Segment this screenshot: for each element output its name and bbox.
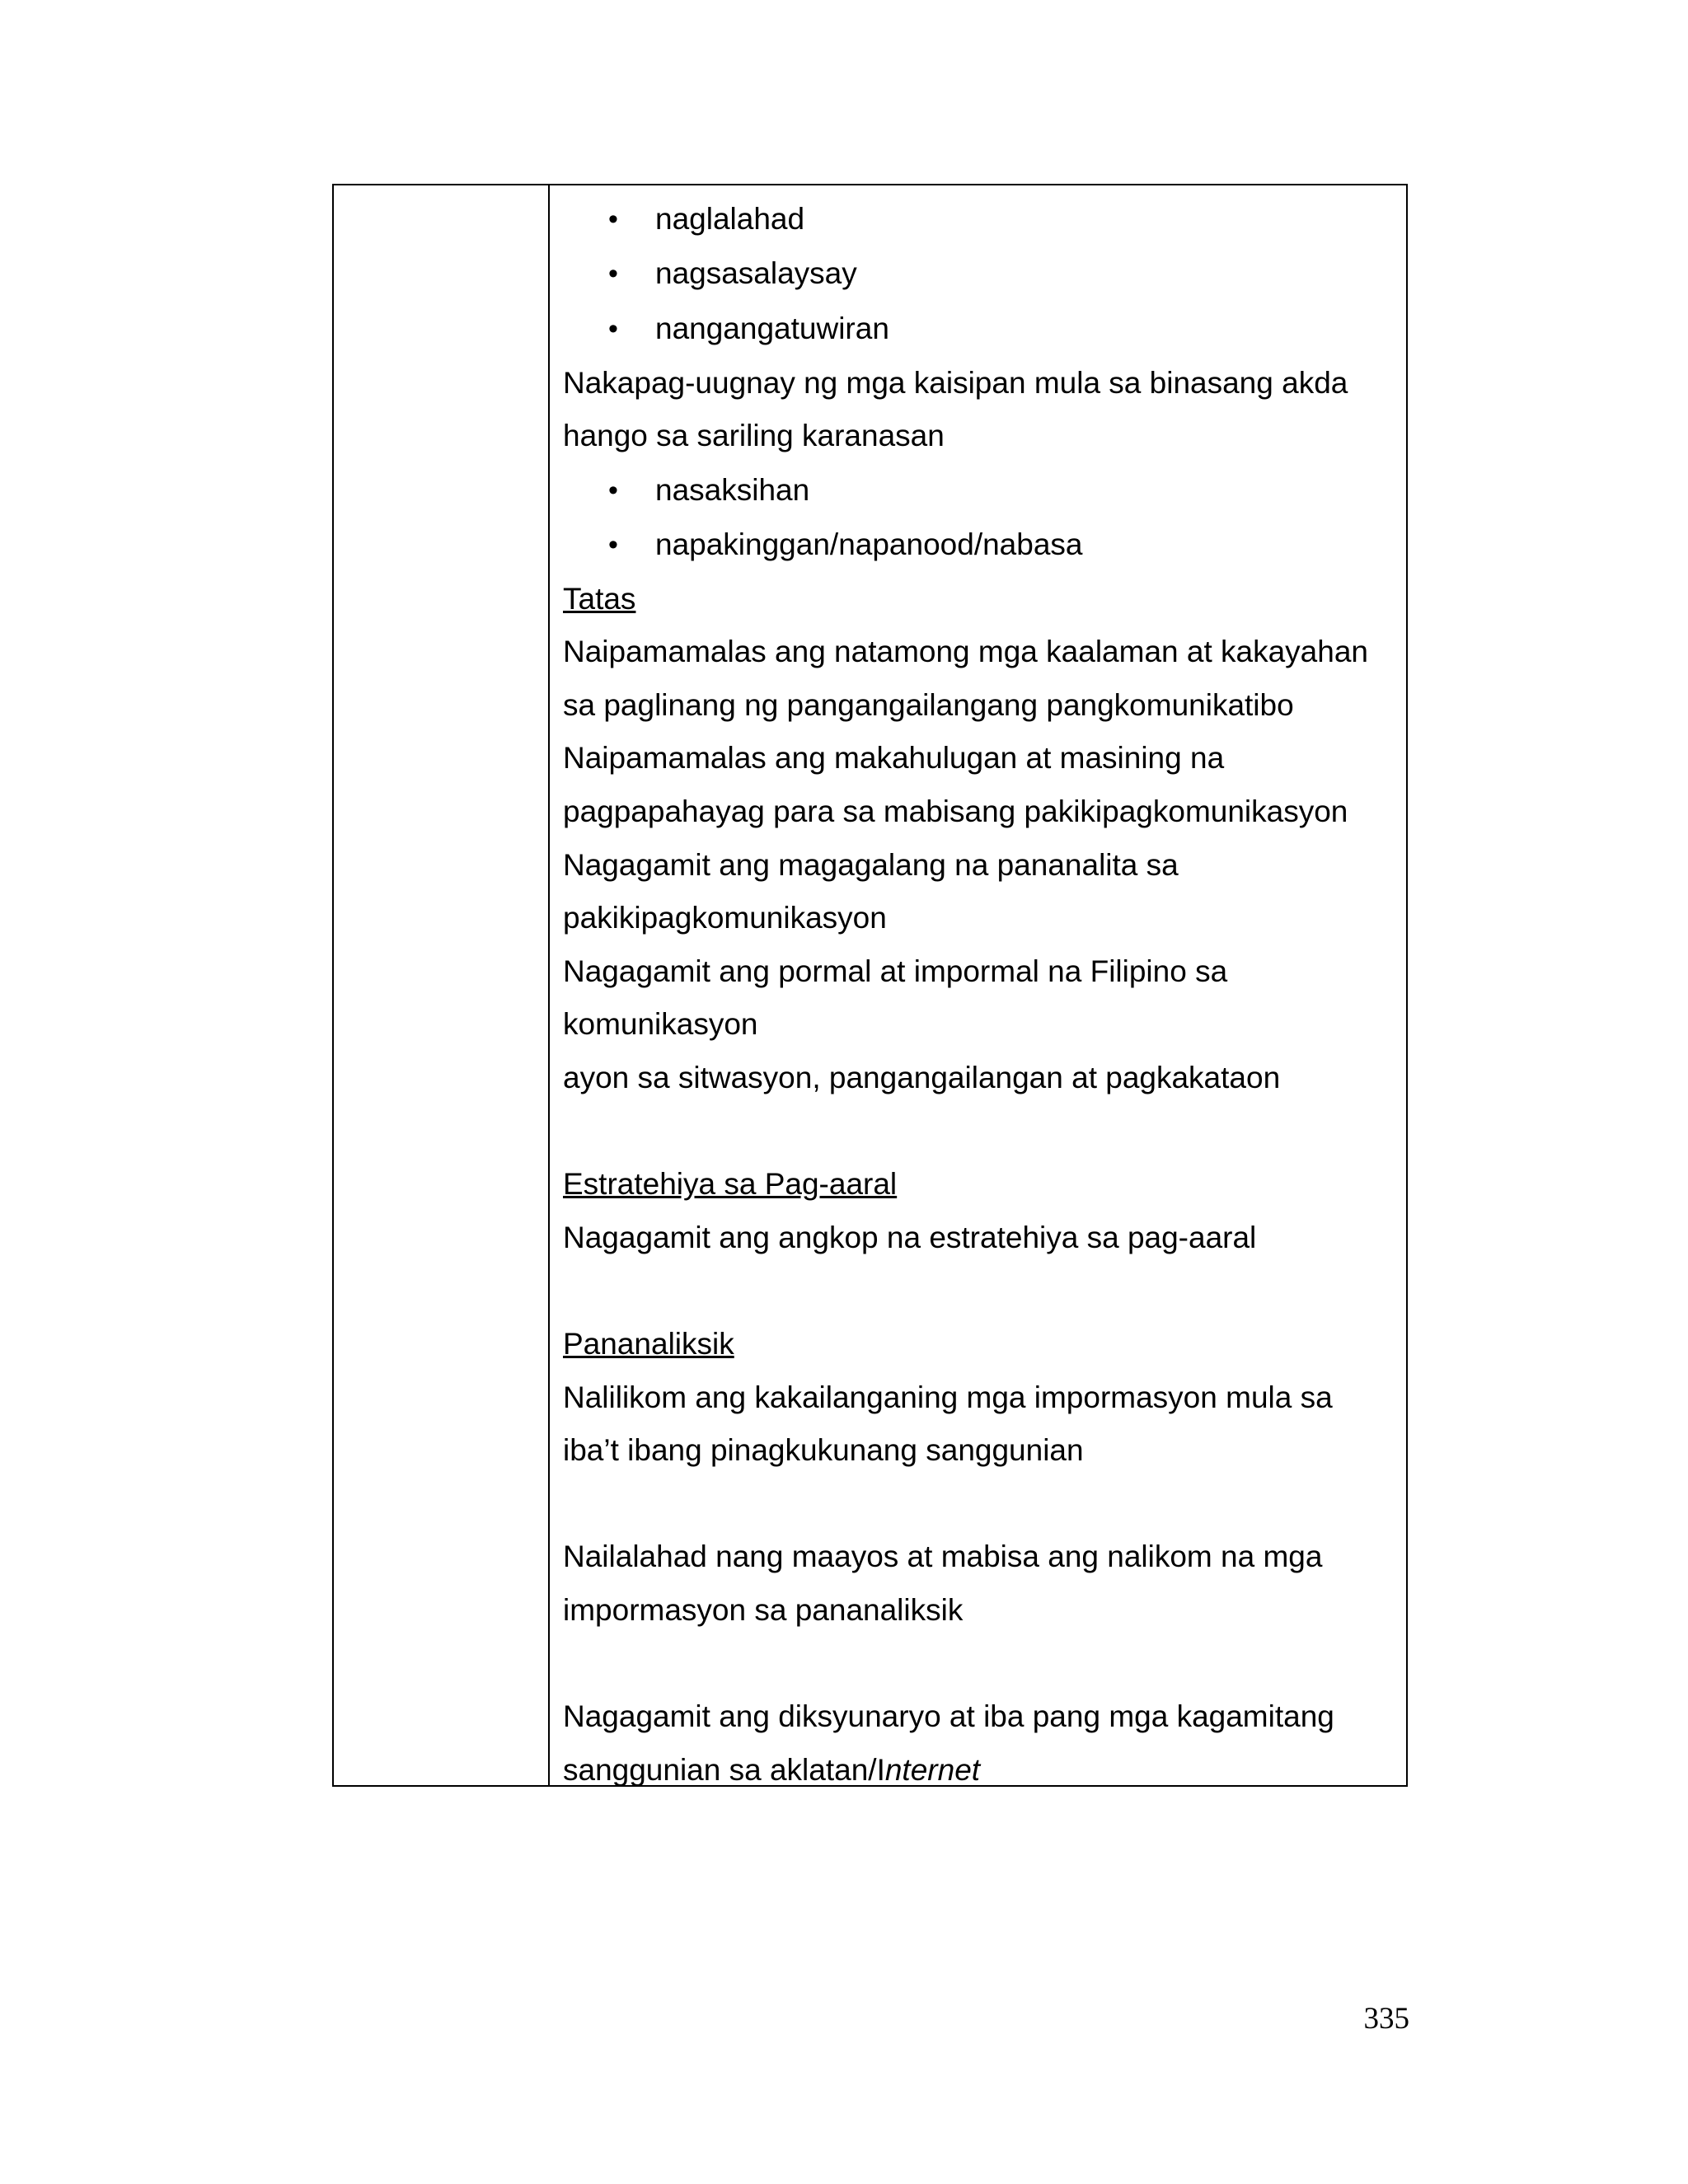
paragraph-line: komunikasyon [563,1007,758,1042]
paragraph-line: Nagagamit ang pormal at impormal na Filipino sa [563,954,1228,988]
page-number: 335 [1363,2002,1409,2036]
paragraph-line: Nagagamit ang diksyunaryo at iba pang mga kagamitang [563,1699,1334,1734]
paragraph-line: Nailalahad nang maayos at mabisa ang nalikom na mga [563,1540,1323,1574]
paragraph-line: iba’t ibang pinagkukunang sanggunian [563,1433,1084,1468]
bullet-icon: • [608,203,618,235]
paragraph-line: Nakapag-uugnay ng mga kaisipan mula sa binasang akda [563,365,1348,400]
blank-line [563,1105,1390,1159]
list-item-text: nagsasalaysay [655,256,857,291]
paragraph-line: Nagagamit ang angkop na estratehiya sa pag-aaral [563,1220,1257,1254]
bullet-icon: • [608,474,618,506]
table-right-column [550,185,1406,1785]
blank-line [563,1264,1390,1318]
section-heading-estratehiya: Estratehiya sa Pag-aaral [563,1167,898,1202]
table-left-column [334,185,550,1785]
list-item [563,518,1390,573]
italic-text: nternet [884,1752,981,1787]
paragraph-line: Nagagamit ang magagalang na pananalita sa [563,847,1179,882]
paragraph-line: Naipamamalas ang natamong mga kaalaman at kakayahan [563,635,1368,669]
list-item-text: napakinggan/napanood/nabasa [655,527,1083,562]
list-item [563,463,1390,518]
list-item-text: naglalahad [655,201,805,236]
paragraph-line: Nalilikom ang kakailanganing mga impormasyon mula sa [563,1380,1333,1414]
list-item [563,247,1390,302]
paragraph-line [563,1744,1390,1797]
bullet-icon: • [608,529,618,561]
paragraph-line: sa paglinang ng pangangailangang pangkomunikatibo [563,687,1294,722]
line-text: sanggunian sa aklatan/I [563,1752,885,1787]
paragraph-line: Naipamamalas ang makahulugan at masining na [563,741,1225,776]
paragraph-line: hango sa sariling karanasan [563,419,945,453]
section-heading-tatas: Tatas [563,581,636,616]
paragraph-line: pakikipagkomunikasyon [563,901,887,935]
paragraph-line: impormasyon sa pananaliksik [563,1592,964,1627]
section-heading-pananaliksik: Pananaliksik [563,1327,734,1361]
blank-line [563,1638,1390,1691]
list-item [563,302,1390,357]
list-item [563,192,1390,247]
paragraph-line: ayon sa sitwasyon, pangangailangan at pagkakataon [563,1061,1281,1095]
content-table [332,184,1408,1787]
list-item-text: nasaksihan [655,472,810,507]
bullet-icon: • [608,312,618,344]
blank-line [563,1478,1390,1531]
list-item-text: nangangatuwiran [655,311,889,345]
bullet-icon: • [608,258,618,290]
paragraph-line: pagpapahayag para sa mabisang pakikipagkomunikasyon [563,794,1348,829]
